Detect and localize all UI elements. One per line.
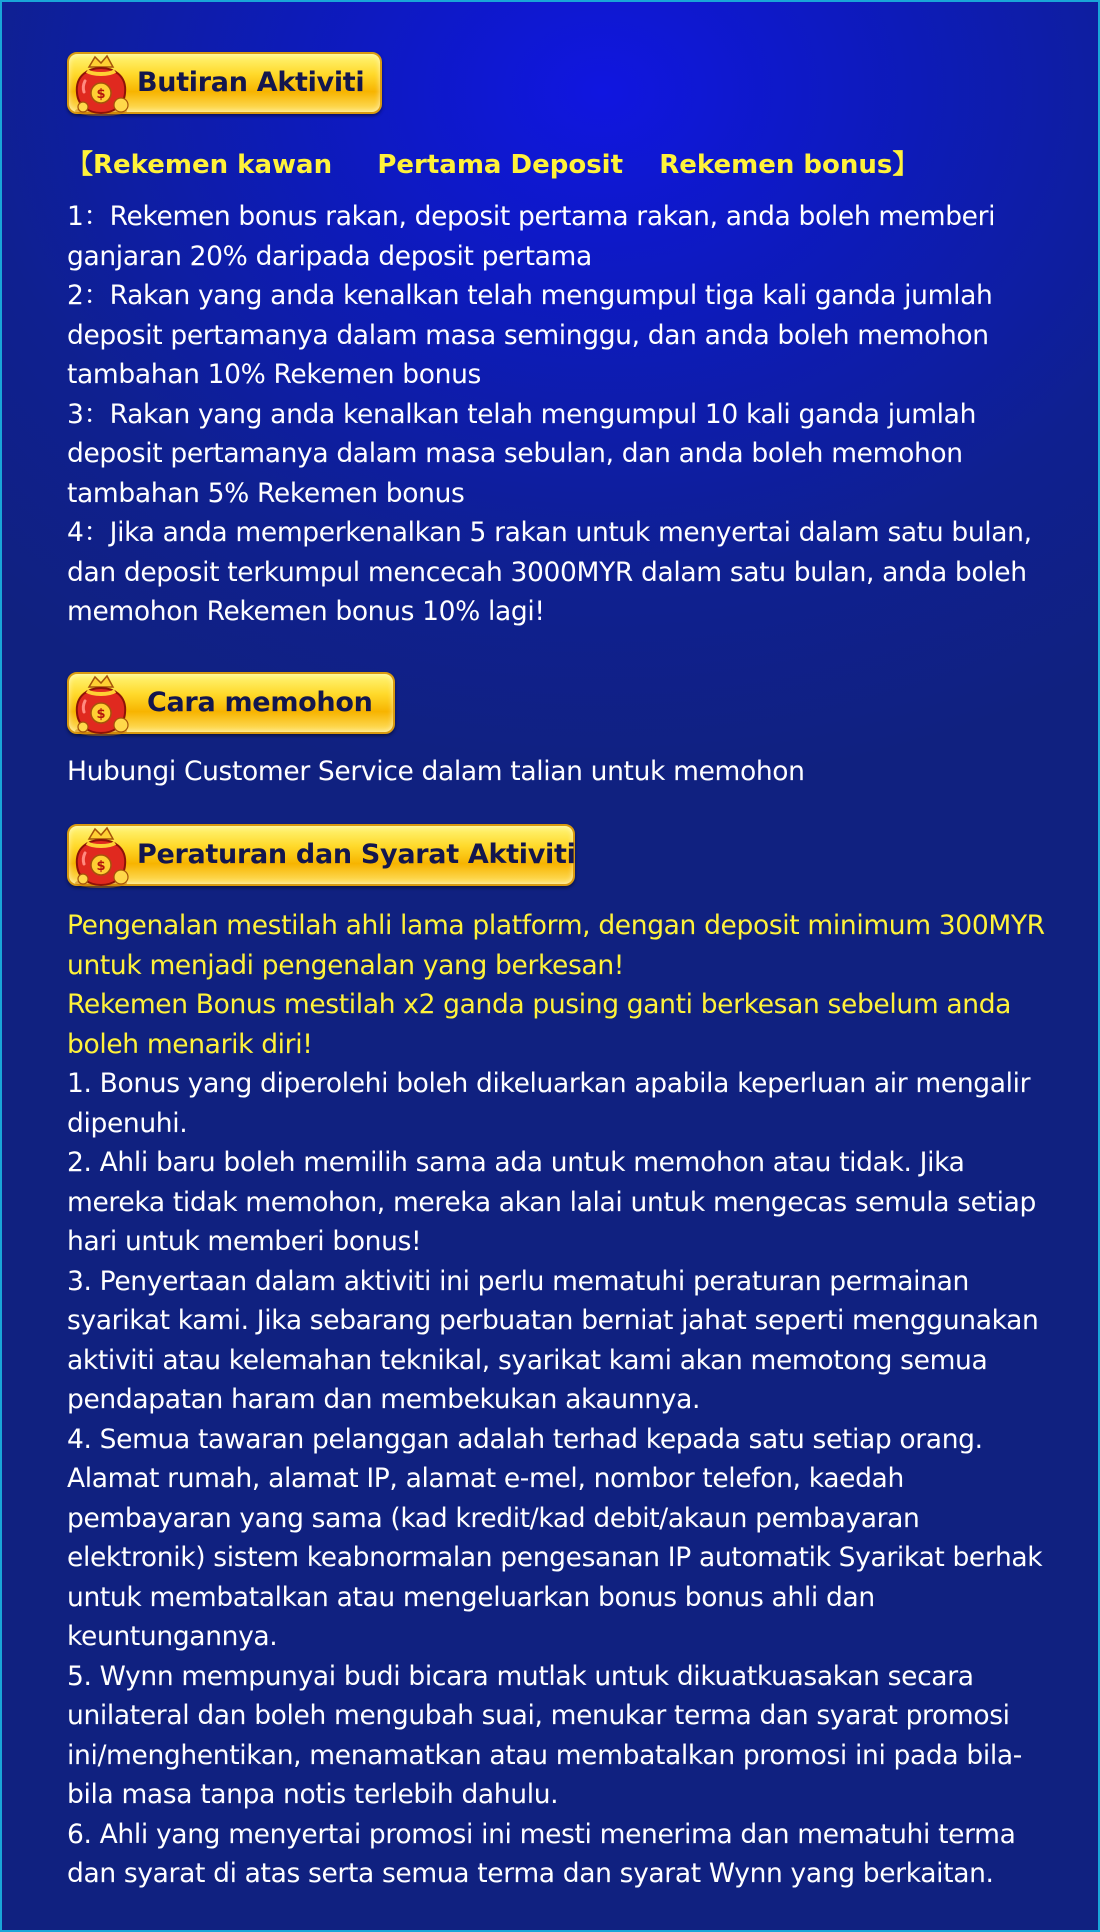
terms-highlight: Pengenalan mestilah ahli lama platform, dengan deposit minimum 300MYR untuk menjadi pengenalan yang berkesan! [67, 910, 1045, 981]
svg-text:$: $ [96, 87, 106, 102]
terms-content [67, 906, 1047, 1894]
terms-rule: 3. Penyertaan dalam aktiviti ini perlu mematuhi peraturan permainan syarikat kami. Jika sebarang perbuatan berniat jahat seperti menggunakan aktiviti atau kelemahan teknikal, syarikat kami akan memotong semua pendapatan haram dan membekukan akaunnya. [67, 1265, 1039, 1415]
how-to-apply-section [67, 672, 1047, 787]
how-to-apply-badge [67, 672, 395, 734]
red-money-bag-icon [65, 51, 137, 119]
svg-text:$: $ [96, 859, 106, 874]
terms-rule: 2. Ahli baru boleh memilih sama ada untuk memohon atau tidak. Jika mereka tidak memohon, mereka akan lalai untuk mengecas semula setiap hari untuk memberi bonus! [67, 1147, 1036, 1257]
terms-rule: 5. Wynn mempunyai budi bicara mutlak untuk dikuatkuasakan secara unilateral dan boleh mengubah suai, menukar terma dan syarat promosi ini/menghentikan, menamatkan atau membatalkan promosi ini pada bila-bila masa tanpa notis terlebih dahulu. [67, 1660, 1022, 1810]
how-to-apply-text: Hubungi Customer Service dalam talian untuk memohon [67, 756, 805, 787]
terms-rule: 4. Semua tawaran pelanggan adalah terhad kepada satu setiap orang. Alamat rumah, alamat IP, alamat e-mel, nombor telefon, kaedah pembayaran yang sama (kad kredit/kad debit/akaun pembayaran elektronik) sistem keabnormalan pengesanan IP automatik Syarikat berhak untuk membatalkan atau mengeluarkan bonus bonus ahli dan keuntungannya. [67, 1423, 1043, 1652]
terms-rule: 6. Ahli yang menyertai promosi ini mesti menerima dan mematuhi terma dan syarat di atas serta semua terma dan syarat Wynn yang berkaitan. [67, 1818, 1016, 1889]
activity-subheading: 【Rekemen kawan Pertama Deposit Rekemen bonus】 [67, 150, 919, 180]
activity-details-section [67, 52, 1047, 627]
red-money-bag-icon [65, 671, 137, 739]
activity-item: 3：Rakan yang anda kenalkan telah mengumpul 10 kali ganda jumlah deposit pertamanya dalam masa sebulan, dan anda boleh memohon tambahan 5% Rekemen bonus [67, 398, 977, 509]
red-money-bag-icon [65, 823, 137, 891]
activity-item: 4：Jika anda memperkenalkan 5 rakan untuk menyertai dalam satu bulan, dan deposit terkumpul mencecah 3000MYR dalam satu bulan, anda boleh memohon Rekemen bonus 10% lagi! [67, 517, 1032, 627]
how-to-apply-title: Cara memohon [147, 687, 373, 718]
activity-details-badge [67, 52, 382, 114]
activity-details-title: Butiran Aktiviti [137, 67, 365, 98]
terms-title: Peraturan dan Syarat Aktiviti [137, 839, 576, 870]
terms-section [67, 824, 1047, 1889]
terms-rule: 1. Bonus yang diperolehi boleh dikeluarkan apabila keperluan air mengalir dipenuhi. [67, 1068, 1031, 1139]
activity-item: 1：Rekemen bonus rakan, deposit pertama rakan, anda boleh memberi ganjaran 20% daripada deposit pertama [67, 201, 996, 272]
terms-badge [67, 824, 575, 886]
activity-items-list [67, 197, 1047, 632]
terms-highlight: Rekemen Bonus mestilah x2 ganda pusing ganti berkesan sebelum anda boleh menarik diri! [67, 989, 1012, 1060]
activity-item: 2：Rakan yang anda kenalkan telah mengumpul tiga kali ganda jumlah deposit pertamanya dalam masa seminggu, dan anda boleh memohon tambahan 10% Rekemen bonus [67, 280, 993, 390]
svg-text:$: $ [96, 707, 106, 722]
